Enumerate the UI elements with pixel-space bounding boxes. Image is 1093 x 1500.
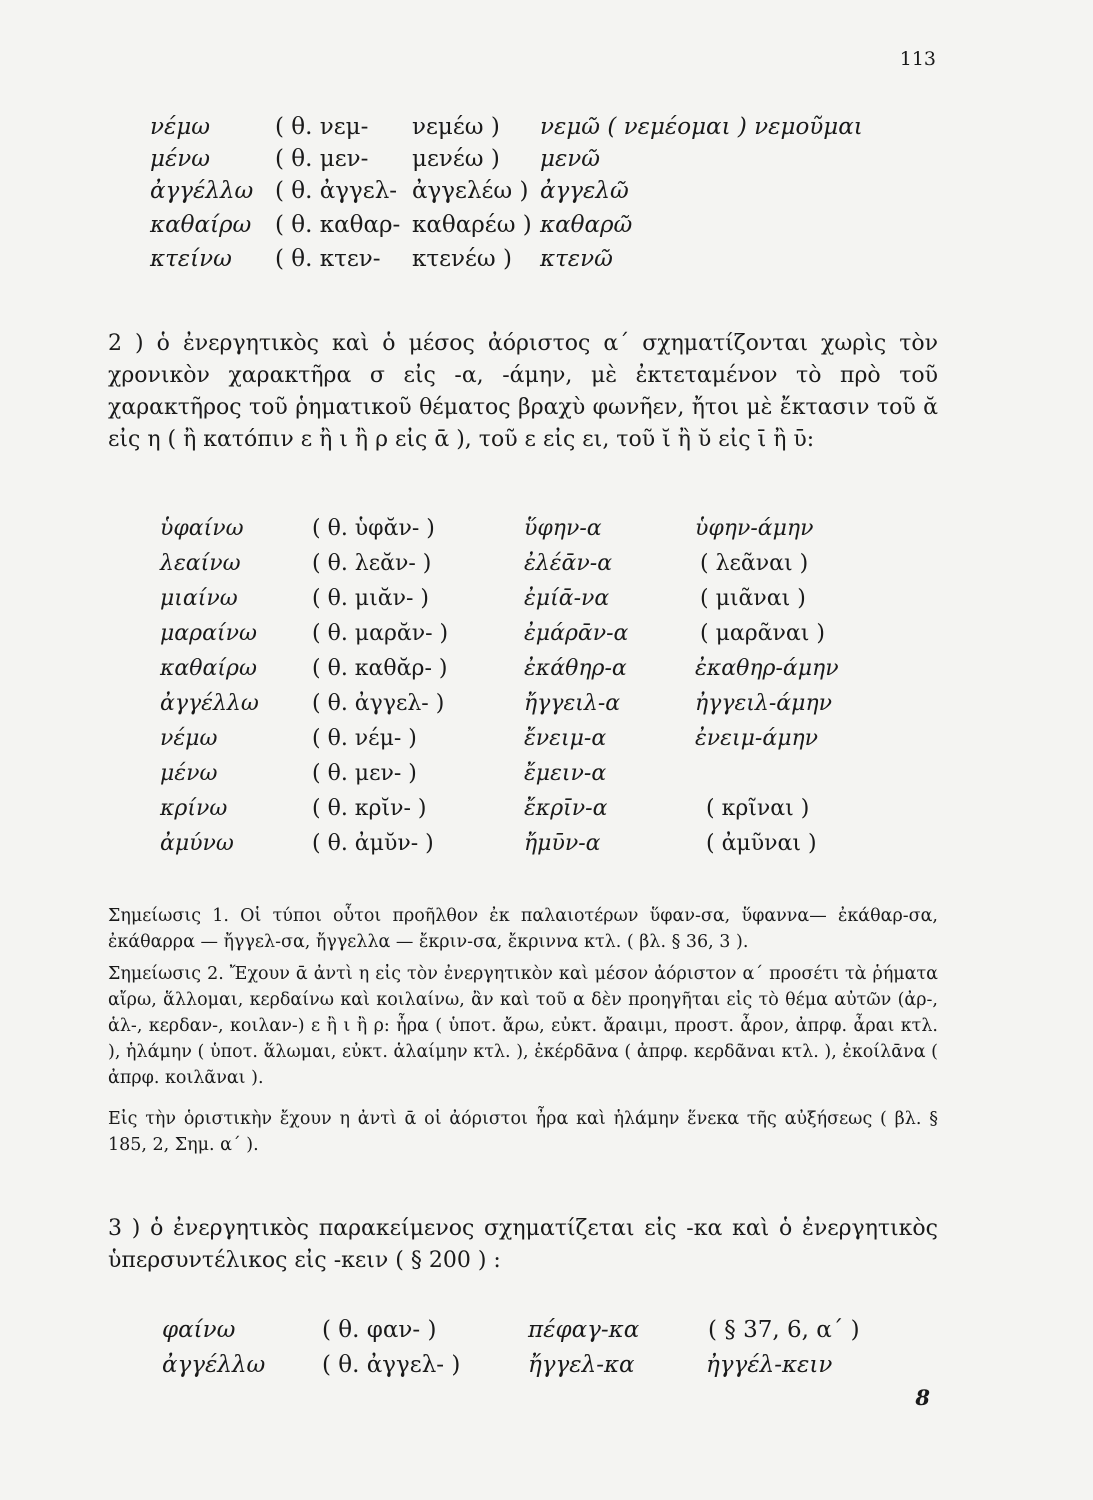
middle-aorist: ἐνειμ-άμην	[695, 726, 819, 751]
theme: ( θ. νεμ-	[275, 114, 369, 140]
verb: ἀμύνω	[160, 831, 234, 856]
note-3: Εἰς τὴν ὁριστικὴν ἔχουν η ἀντὶ ᾱ οἱ ἀόριστοι ἦρα καὶ ἡλάμην ἕνεκα τῆς αὐξήσεως ( βλ. § 185, 2, Σημ. α΄ ).	[108, 1109, 938, 1155]
note-1: Σημείωσις 1. Οἱ τύποι οὗτοι προῆλθον ἐκ παλαιοτέρων ὕφαν-σα, ὕφαννα— ἐκάθαρ-σα, ἐκάθαρρα — ἤγγελ-σα, ἤγγελλα — ἔκριν-σα, ἔκριννα κτλ. ( βλ. § 36, 3 ).	[108, 906, 938, 952]
middle-aorist: ( κρῖναι )	[706, 796, 810, 821]
verb: μαραίνω	[160, 621, 257, 646]
contract-form: καθαρέω )	[412, 212, 532, 238]
future-form: μενῶ	[540, 146, 601, 172]
verb: μένω	[160, 761, 218, 786]
page-number: 113	[899, 48, 936, 70]
theme: ( θ. ἀγγελ-	[275, 178, 398, 204]
theme: ( θ. καθαρ-	[275, 212, 401, 238]
theme: ( θ. ὑφᾰν- )	[312, 516, 435, 541]
verb: κρίνω	[160, 796, 228, 821]
theme: ( θ. μαρᾰν- )	[312, 621, 449, 646]
verb: ἀγγέλλω	[162, 1352, 266, 1378]
perfect-form: ἤγγελ-κα	[528, 1352, 635, 1378]
theme: ( θ. μιᾰν- )	[312, 586, 429, 611]
perfect-form: πέφαγ-κα	[528, 1317, 640, 1343]
verb: μιαίνω	[160, 586, 238, 611]
theme: ( θ. μεν- )	[312, 761, 417, 786]
theme: ( θ. λεᾰν- )	[312, 551, 432, 576]
verb: καθαίρω	[160, 656, 257, 681]
theme: ( θ. κτεν-	[275, 246, 381, 272]
verb: κτείνω	[150, 246, 232, 272]
middle-aorist: ἠγγειλ-άμην	[695, 691, 832, 716]
middle-aorist: ἐκαθηρ-άμην	[695, 656, 839, 681]
paragraph-2: 2 ) ὁ ἐνεργητικὸς καὶ ὁ μέσος ἀόριστος α΄ σχηματίζονται χωρὶς τὸν χρονικὸν χαρακτῆρα σ εἰς -α, -άμην, μὲ ἐκτεταμένον τὸ πρὸ τοῦ χαρακτῆρος τοῦ ῥηματικοῦ θέματος βραχὺ φωνῆεν, ἤτοι μὲ ἔκτασιν τοῦ ᾰ εἰς η ( ἢ κατόπιν ε ἢ ι ἢ ρ εἰς ᾱ ), τοῦ ε εἰς ει, τοῦ ῐ ἢ ῠ εἰς ῑ ἢ ῡ:	[108, 331, 938, 452]
verb: νέμω	[160, 726, 218, 751]
active-aorist: ἐμίᾱ-να	[524, 586, 610, 611]
middle-aorist: ( λεᾶναι )	[700, 551, 809, 576]
middle-aorist: ( μαρᾶναι )	[700, 621, 825, 646]
middle-aorist: ( μιᾶναι )	[700, 586, 806, 611]
note-2: Σημείωσις 2. Ἔχουν ᾱ ἀντὶ η εἰς τὸν ἐνεργητικὸν καὶ μέσον ἀόριστον α΄ προσέτι τὰ ῥήματα αἴρω, ἅλλομαι, κερδαίνω καὶ κοιλαίνω, ἂν καὶ τοῦ α δὲν προηγῆται εἰς τὸ θέμα αὐτῶν (ἀρ-, ἁλ-, κερδαν-, κοιλαν-) ε ἢ ι ἢ ρ: ἦρα ( ὑποτ. ἄρω, εὐκτ. ἄραιμι, προστ. ἆρον, ἀπρφ. ἆραι κτλ. ), ἡλάμην ( ὑποτ. ἅλωμαι, εὐκτ. ἁλαίμην κτλ. ), ἐκέρδᾱνα ( ἀπρφ. κερδᾶναι κτλ. ), ἐκοίλᾱνα ( ἀπρφ. κοιλᾶναι ).	[108, 964, 938, 1088]
paragraph-3: 3 ) ὁ ἐνεργητικὸς παρακείμενος σχηματίζεται εἰς -κα καὶ ὁ ἐνεργητικὸς ὑπερσυντέλικος εἰς -κειν ( § 200 ) :	[108, 1216, 938, 1273]
active-aorist: ἔνειμ-α	[524, 726, 607, 751]
future-form: κτενῶ	[540, 246, 613, 272]
contract-form: ἀγγελέω )	[412, 178, 529, 204]
pluperfect-form: ἠγγέλ-κειν	[706, 1352, 833, 1378]
active-aorist: ἐκάθηρ-α	[524, 656, 627, 681]
theme: ( θ. καθᾰρ- )	[312, 656, 448, 681]
theme: ( θ. ἀγγελ- )	[322, 1352, 461, 1378]
active-aorist: ἤμῡν-α	[524, 831, 601, 856]
theme: ( θ. ἀμῠν- )	[312, 831, 434, 856]
future-form: καθαρῶ	[540, 212, 633, 238]
contract-form: μενέω )	[412, 146, 500, 172]
future-form: νεμῶ ( νεμέομαι ) νεμοῦμαι	[540, 114, 863, 140]
pluperfect-form: ( § 37, 6, α΄ )	[708, 1317, 860, 1343]
theme: ( θ. μεν-	[275, 146, 369, 172]
active-aorist: ἔκρῑν-α	[524, 796, 608, 821]
theme: ( θ. κρῐν- )	[312, 796, 427, 821]
middle-aorist: ( ἀμῦναι )	[706, 831, 817, 856]
active-aorist: ἔμειν-α	[524, 761, 607, 786]
active-aorist: ἤγγειλ-α	[524, 691, 621, 716]
theme: ( θ. νέμ- )	[312, 726, 417, 751]
theme: ( θ. φαν- )	[322, 1317, 437, 1343]
active-aorist: ἐμάρᾱν-α	[524, 621, 629, 646]
verb: λεαίνω	[160, 551, 241, 576]
active-aorist: ἐλέᾱν-α	[524, 551, 613, 576]
signature-mark: 8	[915, 1385, 930, 1410]
verb: φαίνω	[162, 1317, 236, 1343]
verb: καθαίρω	[150, 212, 252, 238]
verb: ἀγγέλλω	[150, 178, 254, 204]
verb: μένω	[150, 146, 211, 172]
active-aorist: ὕφην-α	[524, 516, 602, 541]
theme: ( θ. ἀγγελ- )	[312, 691, 445, 716]
verb: νέμω	[150, 114, 211, 140]
future-form: ἀγγελῶ	[540, 178, 629, 204]
middle-aorist: ὑφην-άμην	[695, 516, 814, 541]
contract-form: κτενέω )	[412, 246, 512, 272]
verb: ὑφαίνω	[160, 516, 244, 541]
verb: ἀγγέλλω	[160, 691, 259, 716]
contract-form: νεμέω )	[412, 114, 500, 140]
